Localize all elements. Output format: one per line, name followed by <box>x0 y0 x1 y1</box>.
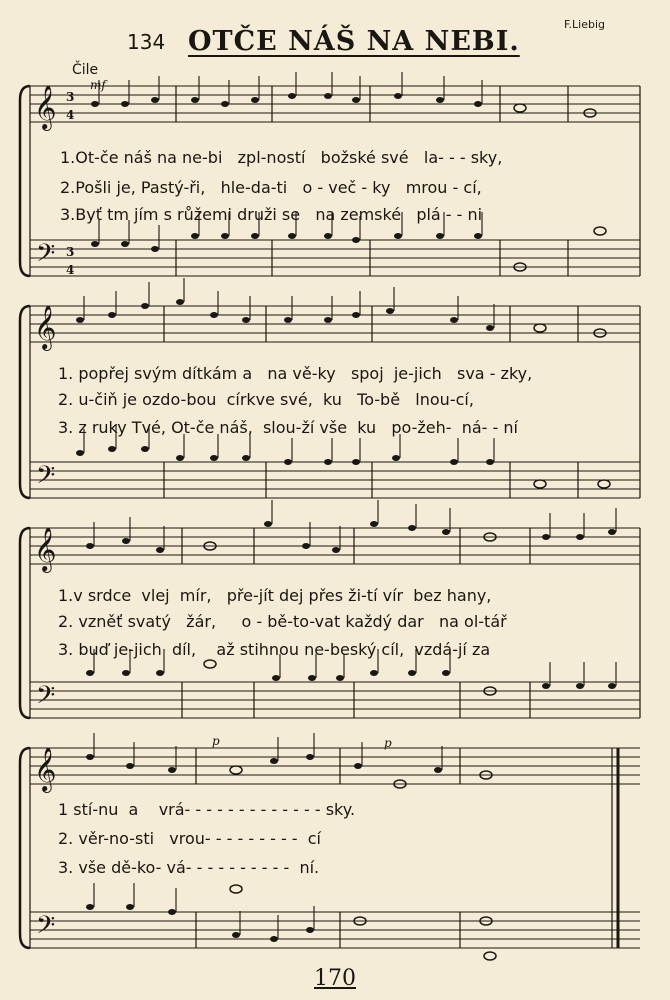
system-1-verse-1: 1.Ot-če náš na ne-bi zpl-ností božské své la- - - sky, <box>60 148 503 167</box>
treble-staff <box>30 528 640 564</box>
system-1-verse-3: 3.Byť tm jím s růžemi druži se na zemské plá - - ni <box>60 205 483 224</box>
bass-notes <box>76 425 610 488</box>
system-bracket <box>20 86 30 276</box>
system-3 <box>20 500 640 718</box>
system-bracket <box>20 748 30 948</box>
bass-clef: 𝄢 <box>36 911 56 946</box>
bass-clef: 𝄢 <box>36 681 56 716</box>
bass-notes <box>86 649 616 695</box>
system-4 <box>20 733 640 960</box>
bass-clef: 𝄢 <box>36 461 56 496</box>
tempo-marking: Čile <box>72 62 99 78</box>
time-signature-bass-bottom: 4 <box>66 263 75 277</box>
system-2-verse-2: 2. u-čiň je ozdo-bou církve své, ku To-bě lnou-cí, <box>58 390 474 409</box>
treble-clef: 𝄞 <box>34 527 57 571</box>
system-bracket <box>20 306 30 498</box>
system-bracket <box>20 528 30 718</box>
composer: F.Liebig <box>564 18 606 31</box>
bass-staff <box>30 462 640 498</box>
system-1-verse-2: 2.Pošli je, Pastý-ři, hle-da-ti o - več - ky mrou - cí, <box>60 178 482 197</box>
system-2 <box>20 278 640 498</box>
system-2-verse-1: 1. popřej svým dítkám a na vě-ky spoj je-jich sva - zky, <box>58 364 533 383</box>
treble-notes <box>86 733 492 788</box>
bass-clef: 𝄢 <box>36 239 56 274</box>
time-signature-top: 3 <box>66 90 75 104</box>
system-1 <box>20 72 640 277</box>
treble-staff <box>30 306 640 342</box>
treble-clef: 𝄞 <box>34 747 57 791</box>
hymn-number: 134 <box>127 30 166 54</box>
time-signature-bass-top: 3 <box>66 245 75 259</box>
system-3-verse-1: 1.v srdce vlej mír, pře-jít dej přes ži-tí vír bez hany, <box>58 586 492 605</box>
system-4-verse-2: 2. věr-no-sti vrou- - - - - - - - - cí <box>58 829 321 848</box>
system-3-verse-2: 2. vzněť svatý žár, o - bě-to-vat každý dar na ol-tář <box>58 612 507 631</box>
treble-clef: 𝄞 <box>34 85 57 129</box>
system-4-verse-3: 3. vše dě-ko- vá- - - - - - - - - - ní. <box>58 858 320 877</box>
system-2-verse-3: 3. z ruky Tvé, Ot-če náš, slou-ží vše ku po-žeh- ná- - ní <box>58 418 518 437</box>
hymn-title: OTČE NÁŠ NA NEBI. <box>188 26 520 57</box>
system-3-verse-3: 3. buď je-jich díl, až stihnou ne-beský cíl, vzdá-jí za <box>58 640 491 659</box>
time-signature-bottom: 4 <box>66 108 75 122</box>
bass-staff <box>30 912 640 948</box>
treble-clef: 𝄞 <box>34 305 57 349</box>
dynamic-mf: mf <box>90 78 106 92</box>
page-number: 170 <box>314 966 356 991</box>
treble-notes <box>86 500 616 553</box>
dynamic-p-2: p <box>384 736 392 750</box>
treble-notes <box>76 278 606 337</box>
system-4-verse-1: 1 stí-nu a vrá- - - - - - - - - - - - - sky. <box>58 800 356 819</box>
bass-notes <box>91 212 606 271</box>
dynamic-p-1: p <box>212 734 220 748</box>
treble-staff <box>30 748 640 784</box>
